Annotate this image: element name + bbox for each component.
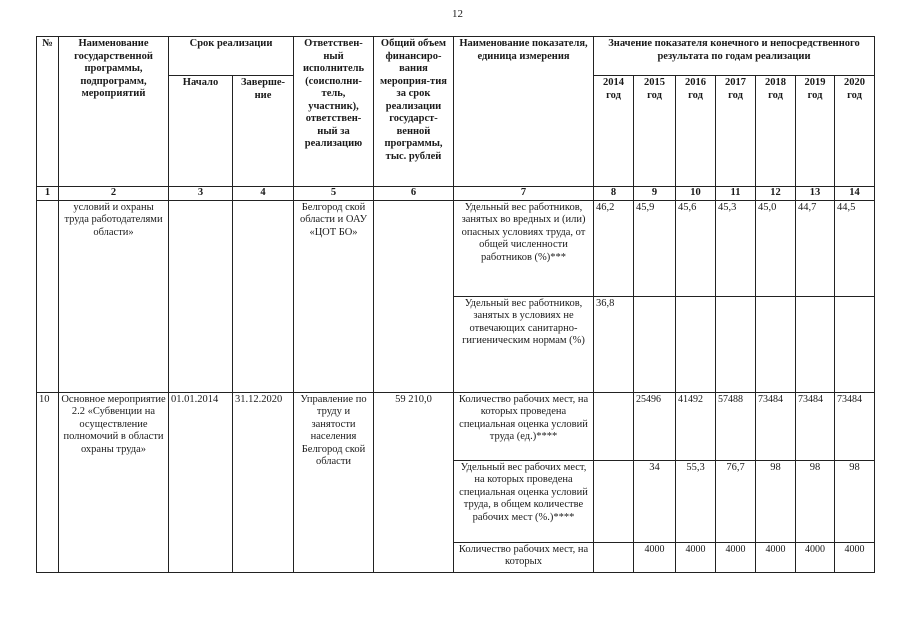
indicator-value: 4000 bbox=[835, 542, 875, 572]
column-number: 14 bbox=[835, 187, 875, 201]
column-number: 12 bbox=[756, 187, 796, 201]
column-number: 3 bbox=[169, 187, 233, 201]
indicator-value bbox=[835, 296, 875, 392]
column-number: 7 bbox=[454, 187, 594, 201]
column-number: 8 bbox=[594, 187, 634, 201]
indicator-value: 55,3 bbox=[676, 460, 716, 542]
row-executor: Белгород ской области и ОАУ «ЦОТ БО» bbox=[294, 200, 374, 392]
indicator-value: 98 bbox=[756, 460, 796, 542]
indicator-value: 44,7 bbox=[796, 200, 835, 296]
row-no: 10 bbox=[37, 392, 59, 572]
header-period: Срок реализации bbox=[169, 37, 294, 76]
row-name: Основное мероприятие 2.2 «Субвенции на осуществление полномочий в области охраны труда» bbox=[59, 392, 169, 572]
header-year: 2020 год bbox=[835, 76, 875, 187]
column-number: 2 bbox=[59, 187, 169, 201]
indicator-value: 57488 bbox=[716, 392, 756, 460]
row-executor: Управление по труду и занятости населения Белгород ской области bbox=[294, 392, 374, 572]
indicator-value bbox=[594, 392, 634, 460]
row-name: условий и охраны труда работодателями области» bbox=[59, 200, 169, 392]
indicator-value bbox=[756, 296, 796, 392]
indicator-value: 45,9 bbox=[634, 200, 676, 296]
column-number: 13 bbox=[796, 187, 835, 201]
indicator-value: 41492 bbox=[676, 392, 716, 460]
indicator-value: 4000 bbox=[676, 542, 716, 572]
indicator-value: 73484 bbox=[835, 392, 875, 460]
row-end bbox=[233, 200, 294, 392]
indicator-value: 98 bbox=[835, 460, 875, 542]
indicator-name: Количество рабочих мест, на которых проведена специальная оценка условий труда (ед.)**** bbox=[454, 392, 594, 460]
indicator-value: 4000 bbox=[716, 542, 756, 572]
header-volume: Общий объем финансиро-вания мероприя-тия за срок реализации государст-венной программы, тыс. рублей bbox=[374, 37, 454, 187]
indicator-name: Удельный вес работников, занятых в условиях не отвечающих санитарно-гигиеническим нормам (%) bbox=[454, 296, 594, 392]
indicator-value: 76,7 bbox=[716, 460, 756, 542]
column-number: 1 bbox=[37, 187, 59, 201]
header-year: 2016 год bbox=[676, 76, 716, 187]
indicator-value: 98 bbox=[796, 460, 835, 542]
indicator-value: 4000 bbox=[796, 542, 835, 572]
header-no: № bbox=[37, 37, 59, 187]
indicator-value bbox=[634, 296, 676, 392]
indicator-value: 34 bbox=[634, 460, 676, 542]
indicator-value bbox=[594, 460, 634, 542]
column-number: 5 bbox=[294, 187, 374, 201]
column-number: 6 bbox=[374, 187, 454, 201]
indicator-value: 46,2 bbox=[594, 200, 634, 296]
indicator-name: Количество рабочих мест, на которых bbox=[454, 542, 594, 572]
indicator-value: 45,3 bbox=[716, 200, 756, 296]
table-row bbox=[37, 200, 875, 296]
header-start: Начало bbox=[169, 76, 233, 187]
indicator-value bbox=[676, 296, 716, 392]
header-name: Наименование государственной программы, подпрограмм, мероприятий bbox=[59, 37, 169, 187]
indicator-value bbox=[594, 542, 634, 572]
indicator-value bbox=[796, 296, 835, 392]
header-year: 2015 год bbox=[634, 76, 676, 187]
column-number: 4 bbox=[233, 187, 294, 201]
indicator-value: 36,8 bbox=[594, 296, 634, 392]
header-values-title: Значение показателя конечного и непосредственного результата по годам реализации bbox=[594, 37, 875, 76]
indicator-value: 44,5 bbox=[835, 200, 875, 296]
column-number: 9 bbox=[634, 187, 676, 201]
row-volume: 59 210,0 bbox=[374, 392, 454, 572]
column-numbers-row bbox=[37, 187, 875, 201]
header-year: 2019 год bbox=[796, 76, 835, 187]
indicator-value: 45,6 bbox=[676, 200, 716, 296]
header-executor: Ответствен-ный исполнитель (соисполни-тель, участник), ответствен-ный за реализацию bbox=[294, 37, 374, 187]
header-year: 2018 год bbox=[756, 76, 796, 187]
header-year: 2014 год bbox=[594, 76, 634, 187]
indicator-value: 45,0 bbox=[756, 200, 796, 296]
table-row bbox=[37, 392, 875, 460]
header-end: Заверше-ние bbox=[233, 76, 294, 187]
column-number: 11 bbox=[716, 187, 756, 201]
row-start: 01.01.2014 bbox=[169, 392, 233, 572]
indicator-name: Удельный вес работников, занятых во вредных и (или) опасных условиях труда, от общей численности работников (%)*** bbox=[454, 200, 594, 296]
row-no bbox=[37, 200, 59, 392]
header-indicator: Наименование показателя, единица измерения bbox=[454, 37, 594, 187]
column-number: 10 bbox=[676, 187, 716, 201]
indicator-value: 73484 bbox=[756, 392, 796, 460]
row-volume bbox=[374, 200, 454, 392]
indicator-value bbox=[716, 296, 756, 392]
row-end: 31.12.2020 bbox=[233, 392, 294, 572]
indicator-value: 4000 bbox=[634, 542, 676, 572]
indicator-value: 4000 bbox=[756, 542, 796, 572]
indicators-table bbox=[36, 36, 875, 573]
row-start bbox=[169, 200, 233, 392]
page-number: 12 bbox=[452, 8, 463, 20]
header-year: 2017 год bbox=[716, 76, 756, 187]
indicator-name: Удельный вес рабочих мест, на которых проведена специальная оценка условий труда, в общем количестве рабочих мест (%.)**** bbox=[454, 460, 594, 542]
indicator-value: 73484 bbox=[796, 392, 835, 460]
indicator-value: 25496 bbox=[634, 392, 676, 460]
